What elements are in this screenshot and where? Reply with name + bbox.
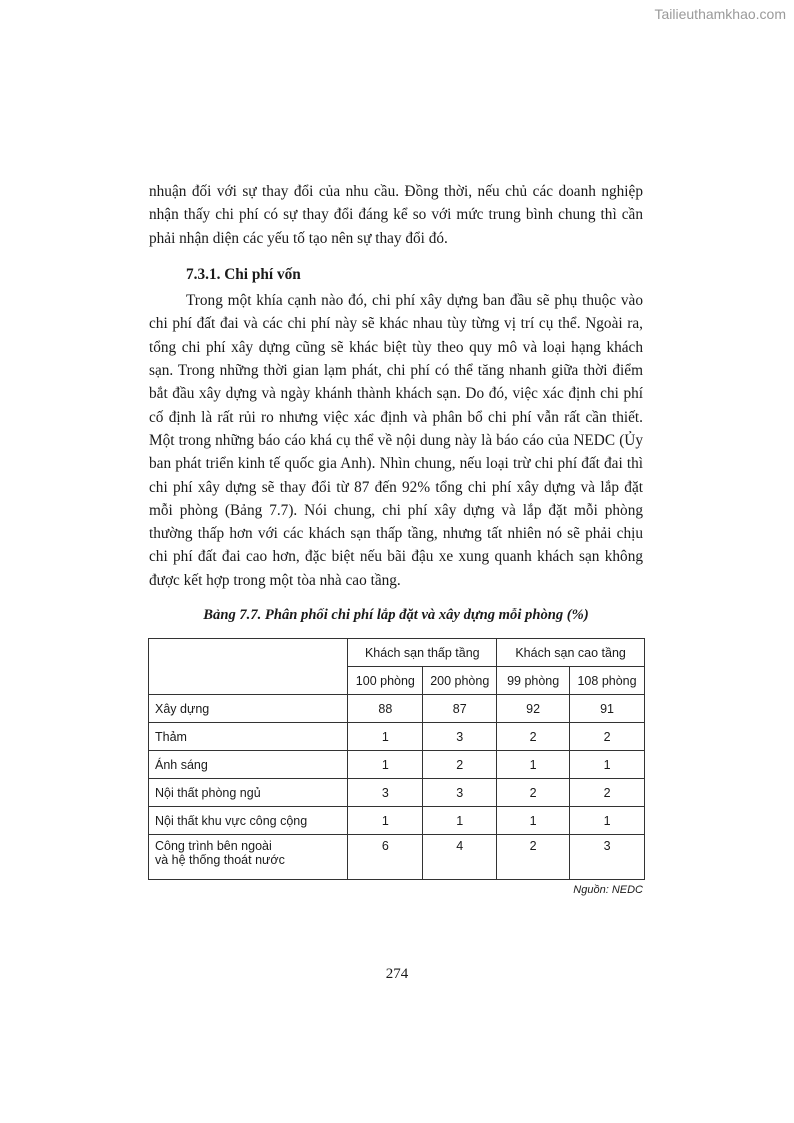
table-cell: 3 — [423, 723, 497, 751]
table-cell: 1 — [348, 751, 423, 779]
table-cell: 88 — [348, 695, 423, 723]
empty-corner-cell — [149, 639, 348, 695]
table-header-row — [149, 639, 645, 667]
group-header-low-rise: Khách sạn thấp tầng — [348, 639, 497, 667]
row-label: Nội thất khu vực công cộng — [149, 807, 348, 835]
table-source: Nguồn: NEDC — [573, 884, 643, 897]
row-label: Thảm — [149, 723, 348, 751]
subheader-cell: 99 phòng — [497, 667, 570, 695]
table-cell: 1 — [423, 807, 497, 835]
section-title: 7.3.1. Chi phí vốn — [186, 265, 301, 283]
page-content — [149, 180, 643, 896]
table-row — [149, 835, 645, 880]
table-row — [149, 807, 645, 835]
watermark: Tailieuthamkhao.com — [654, 6, 786, 22]
table-cell: 1 — [348, 723, 423, 751]
table-cell: 3 — [570, 835, 645, 880]
row-label: Nội thất phòng ngủ — [149, 779, 348, 807]
table-cell: 92 — [497, 695, 570, 723]
table-row — [149, 695, 645, 723]
table-cell: 2 — [423, 751, 497, 779]
table-cell: 1 — [570, 807, 645, 835]
page-number: 274 — [385, 966, 409, 982]
table-cell: 2 — [497, 835, 570, 880]
table-cell: 1 — [497, 751, 570, 779]
table-row — [149, 723, 645, 751]
row-label: Ánh sáng — [149, 751, 348, 779]
subheader-cell: 200 phòng — [423, 667, 497, 695]
table-row — [149, 779, 645, 807]
table-cell: 4 — [423, 835, 497, 880]
table-row — [149, 751, 645, 779]
row-label-line: Công trình bên ngoài — [155, 839, 272, 854]
table-cell: 1 — [348, 807, 423, 835]
table-cell: 3 — [348, 779, 423, 807]
intro-paragraph: nhuận đối với sự thay đổi của nhu cầu. Đồng thời, nếu chủ các doanh nghiệp nhận thấy chi phí có sự thay đổi đáng kể so với mức trung bình chung thì cần phải nhận diện các yếu tố tạo nên sự thay đổi đó. — [149, 183, 643, 247]
subheader-cell: 100 phòng — [348, 667, 423, 695]
row-label — [149, 835, 348, 880]
table-cell: 91 — [570, 695, 645, 723]
table-caption: Bảng 7.7. Phân phối chi phí lắp đặt và xây dựng mỗi phòng (%) — [203, 607, 589, 624]
table-cell: 2 — [497, 723, 570, 751]
table-cell: 2 — [570, 723, 645, 751]
table-cell: 3 — [423, 779, 497, 807]
group-header-high-rise: Khách sạn cao tầng — [497, 639, 645, 667]
table-cell: 1 — [497, 807, 570, 835]
table-cell: 2 — [570, 779, 645, 807]
row-label: Xây dựng — [149, 695, 348, 723]
cost-distribution-table — [148, 638, 645, 880]
table-cell: 2 — [497, 779, 570, 807]
table-cell: 87 — [423, 695, 497, 723]
row-label-line: và hệ thống thoát nước — [155, 853, 285, 868]
table-cell: 1 — [570, 751, 645, 779]
subheader-cell: 108 phòng — [570, 667, 645, 695]
table-cell: 6 — [348, 835, 423, 880]
body-paragraph: Trong một khía cạnh nào đó, chi phí xây dựng ban đầu sẽ phụ thuộc vào chi phí đất đai và các chi phí này sẽ khác nhau tùy từng vị trí cụ thể. Ngoài ra, tổng chi phí xây dựng cũng sẽ khác biệt tùy theo quy mô và loại hạng khách sạn. Trong những thời gian lạm phát, chi phí có thể tăng nhanh giữa thời điểm bắt đầu xây dựng và ngày khánh thành khách sạn. Do đó, việc xác định chi phí cố định là rất rủi ro nhưng việc xác định và phân bổ chi phí vẫn rất cần thiết. Một trong những báo cáo khá cụ thể về nội dung này là báo cáo của NEDC (Ủy ban phát triển kinh tế quốc gia Anh). Nhìn chung, nếu loại trừ chi phí đất đai thì chi phí xây dựng sẽ thay đổi từ 87 đến 92% tổng chi phí xây dựng và lắp đặt mỗi phòng (Bảng 7.7). Nói chung, chi phí xây dựng và lắp đặt mỗi phòng thường thấp hơn với các khách sạn thấp tầng, nhưng tất nhiên nó sẽ phải chịu chi phí đất đai cao hơn, đặc biệt nếu bãi đậu xe xung quanh khách sạn không được kết hợp trong một tòa nhà cao tầng. — [149, 292, 643, 589]
